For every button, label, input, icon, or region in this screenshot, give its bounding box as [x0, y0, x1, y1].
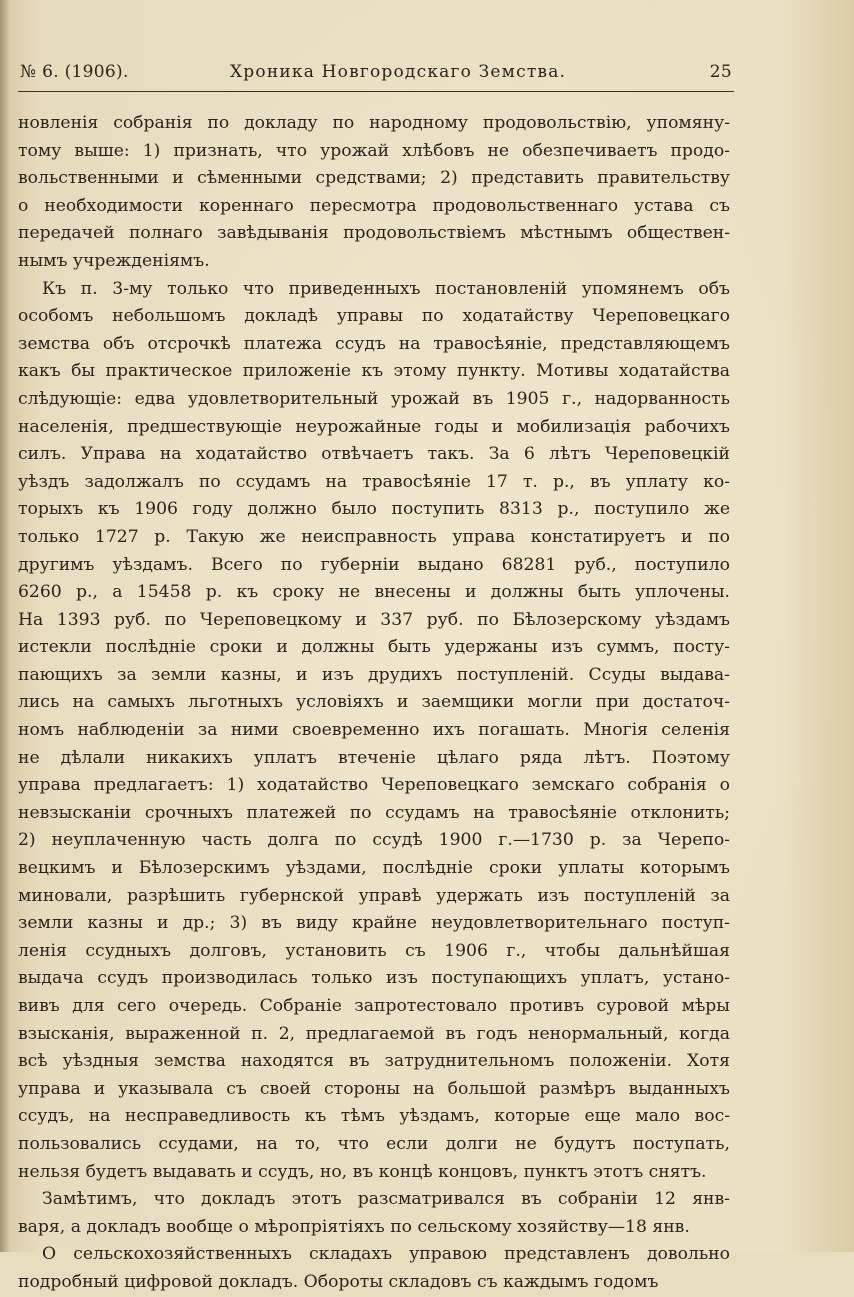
- journal-title: Хроника Новгородскаго Земства.: [230, 62, 567, 82]
- text-line: пающихъ за земли казны, и изъ друдихъ поступленій. Ссуды выдава-: [18, 664, 730, 685]
- running-header: [20, 62, 732, 88]
- text-line: 6260 р., а 15458 р. къ сроку не внесены и должны быть уплочены.: [18, 582, 730, 603]
- text-line: лись на самыхъ льготныхъ условіяхъ и заемщики могли при достаточ-: [18, 692, 730, 713]
- text-line: варя, а докладъ вообще о мѣропріятіяхъ по сельскому хозяйству—18 янв.: [18, 1216, 690, 1237]
- text-line: управа предлагаетъ: 1) ходатайство Череповецкаго земскаго собранія о: [18, 775, 730, 796]
- text-line: взысканія, выраженной п. 2, предлагаемой въ годъ ненормальный, когда: [18, 1023, 730, 1044]
- text-line: слѣдующіе: едва удовлетворительный урожай въ 1905 г., надорванность: [18, 388, 730, 409]
- text-line: земства объ отсрочкѣ платежа ссудъ на травосѣяніе, представляющемъ: [18, 333, 730, 354]
- text-line: только 1727 р. Такую же неисправность управа констатируетъ и по: [18, 526, 730, 547]
- text-line: силъ. Управа на ходатайство отвѣчаетъ такъ. За 6 лѣтъ Череповецкій: [18, 444, 730, 465]
- header-rule: [18, 91, 734, 92]
- text-line: другимъ уѣздамъ. Всего по губерніи выдано 68281 руб., поступило: [18, 554, 730, 575]
- text-line: номъ наблюденіи за ними своевременно ихъ погашать. Многія селенія: [18, 720, 730, 741]
- text-line: новленія собранія по докладу по народному продовольствію, упомяну-: [18, 113, 730, 133]
- text-line: вольственными и сѣменными средствами; 2) представить правительству: [18, 168, 730, 189]
- text-line: вивъ для сего очередь. Собраніе запротестовало противъ суровой мѣры: [18, 996, 730, 1016]
- text-line: не дѣлали никакихъ уплатъ втеченіе цѣлаго ряда лѣтъ. Поэтому: [18, 747, 730, 768]
- text-line: ленія ссудныхъ долговъ, установить съ 1906 г., чтобы дальнѣйшая: [18, 940, 730, 961]
- text-line: нельзя будетъ выдавать и ссудъ, но, въ концѣ концовъ, пунктъ этотъ снятъ.: [18, 1161, 707, 1182]
- text-line: О сельскохозяйственныхъ складахъ управою представленъ довольно: [42, 1244, 730, 1265]
- text-line: невзысканіи срочныхъ платежей по ссудамъ на травосѣяніе отклонить;: [18, 802, 730, 823]
- text-line: о необходимости кореннаго пересмотра продовольственнаго устава съ: [18, 195, 730, 216]
- text-line: вецкимъ и Бѣлозерскимъ уѣздами, послѣдніе сроки уплаты которымъ: [18, 858, 730, 879]
- text-line: какъ бы практическое приложеніе къ этому пункту. Мотивы ходатайства: [18, 361, 730, 382]
- text-line: выдача ссудъ производилась только изъ поступающихъ уплатъ, устано-: [18, 968, 730, 989]
- issue-number: № 6. (1906).: [20, 62, 129, 82]
- text-line: Замѣтимъ, что докладъ этотъ разсматривался въ собраніи 12 янв-: [42, 1189, 730, 1210]
- text-line: тому выше: 1) признать, что урожай хлѣбовъ не обезпечиваетъ продо-: [18, 140, 730, 161]
- text-line: 2) неуплаченную часть долга по ссудѣ 1900 г.—1730 р. за Черепо-: [18, 830, 730, 851]
- text-line: управа и указывала съ своей стороны на большой размѣръ выданныхъ: [18, 1078, 730, 1099]
- page-number: 25: [709, 62, 732, 82]
- page-spine-shadow: [0, 0, 10, 1252]
- text-line: На 1393 руб. по Череповецкому и 337 руб. по Бѣлозерскому уѣздамъ: [18, 609, 730, 630]
- text-line: особомъ небольшомъ докладѣ управы по ходатайству Череповецкаго: [18, 306, 730, 327]
- text-line: подробный цифровой докладъ. Обороты складовъ съ каждымъ годомъ: [18, 1271, 659, 1292]
- text-line: уѣздъ задолжалъ по ссудамъ на травосѣяніе 17 т. р., въ уплату ко-: [18, 471, 730, 492]
- text-line: истекли послѣдніе сроки и должны быть удержаны изъ суммъ, посту-: [18, 637, 730, 658]
- text-line: нымъ учрежденіямъ.: [18, 250, 210, 271]
- text-line: пользовались ссудами, на то, что если долги не будутъ поступать,: [18, 1133, 730, 1154]
- text-line: населенія, предшествующіе неурожайные годы и мобилизація рабочихъ: [18, 416, 730, 437]
- text-line: всѣ уѣздныя земства находятся въ затруднительномъ положеніи. Хотя: [18, 1051, 730, 1072]
- text-line: земли казны и др.; 3) въ виду крайне неудовлетворительнаго поступ-: [18, 913, 730, 934]
- text-line: ссудъ, на несправедливость къ тѣмъ уѣздамъ, которые еще мало вос-: [18, 1106, 730, 1127]
- text-line: торыхъ къ 1906 году должно было поступить 8313 р., поступило же: [18, 499, 730, 520]
- body-text: [18, 110, 730, 1297]
- text-line: передачей полнаго завѣдыванія продовольствіемъ мѣстнымъ обществен-: [18, 223, 730, 244]
- text-line: миновали, разрѣшить губернской управѣ удержать изъ поступленій за: [18, 885, 730, 906]
- text-line: Къ п. 3-му только что приведенныхъ постановленій упомянемъ объ: [42, 278, 730, 299]
